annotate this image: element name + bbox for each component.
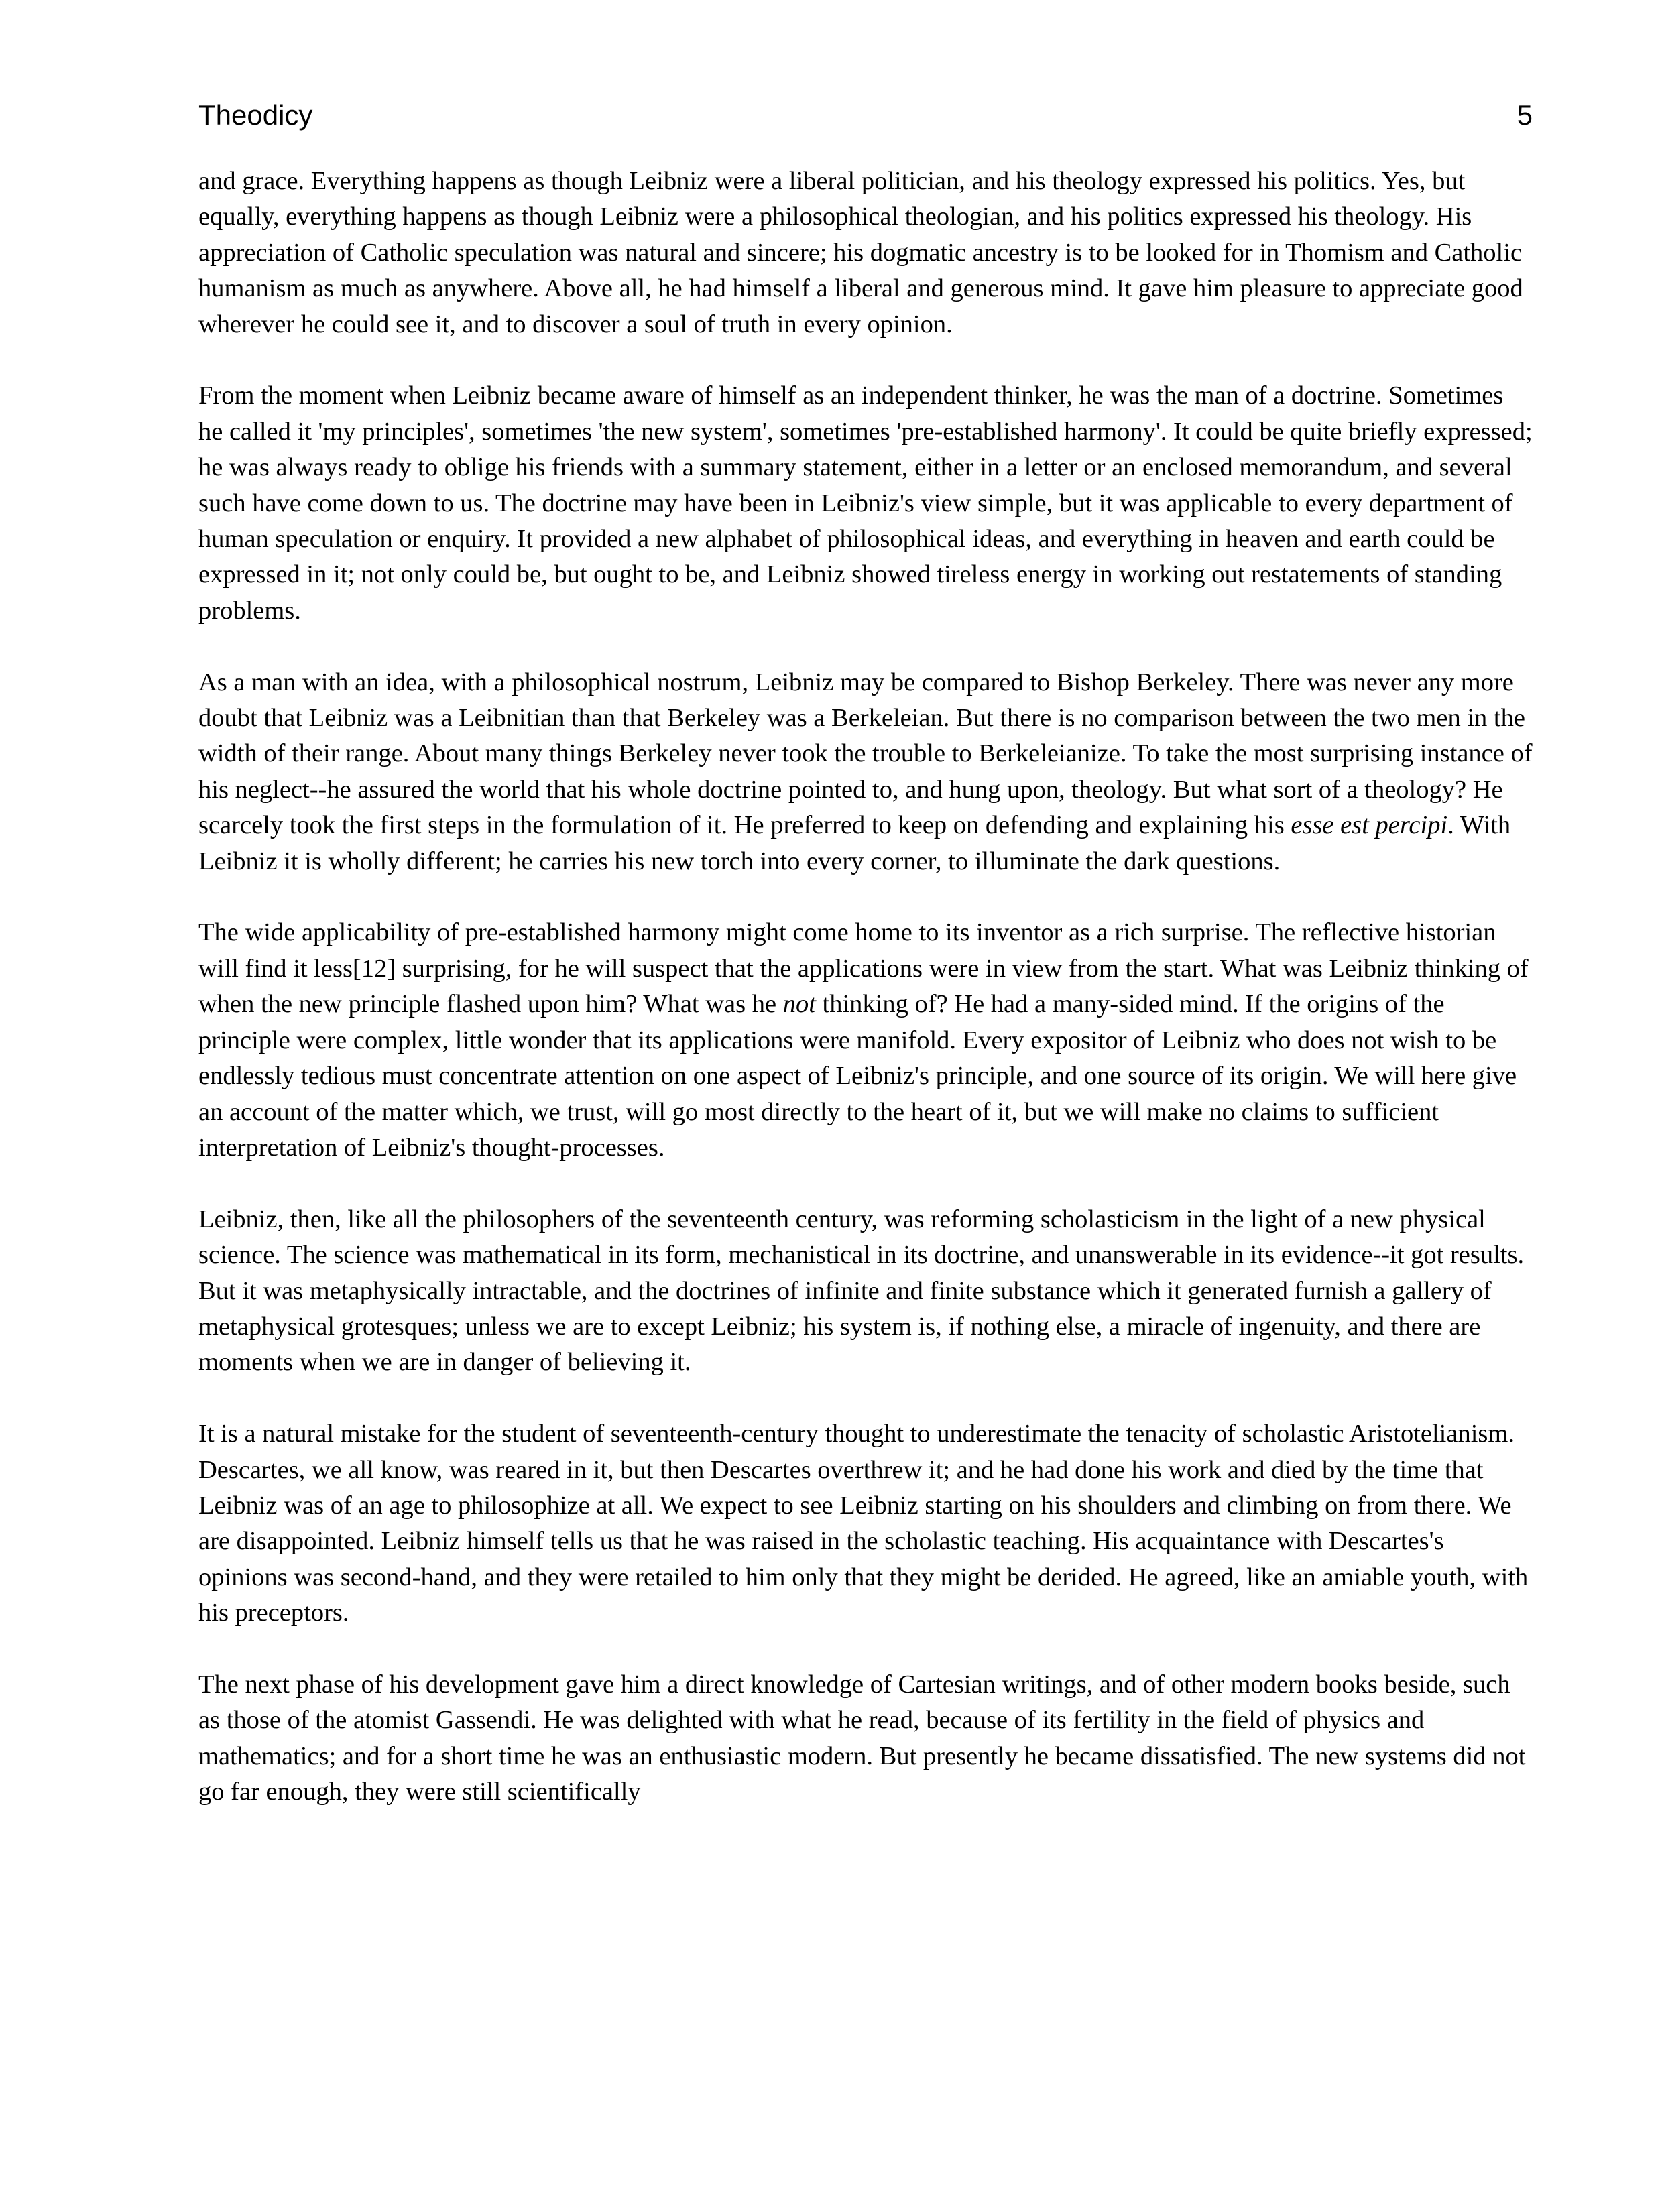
paragraph-3 xyxy=(198,665,1533,879)
paragraph-7: The next phase of his development gave him a direct knowledge of Cartesian writings, and of other modern books beside, such as those of the atomist Gassendi. He was delighted with what he read, because of its fertility in the field of physics and mathematics; and for a short time he was an enthusiastic modern. But presently he became dissatisfied. The new systems did not go far enough, they were still scientifically xyxy=(198,1670,1526,1806)
header-title: Theodicy xyxy=(198,99,313,131)
paragraph-1: and grace. Everything happens as though Leibniz were a liberal politician, and his theology expressed his politics. Yes, but equally, everything happens as though Leibniz were a philosophical theologian, and his politics expressed his theology. His appreciation of Catholic speculation was natural and sincere; his dogmatic ancestry is to be looked for in Thomism and Catholic humanism as much as anywhere. Above all, he had himself a liberal and generous mind. It gave him pleasure to appreciate good wherever he could see it, and to discover a soul of truth in every opinion. xyxy=(198,167,1523,339)
paragraph-4-italic: not xyxy=(782,990,816,1019)
paragraph-3-text-a: As a man with an idea, with a philosophical nostrum, Leibniz may be compared to Bishop Berkeley. There was never any more doubt that Leibniz was a Leibnitian than that Berkeley was a Berkeleian. But there is no comparison between the two men in the width of their range. About many things Berkeley never took the trouble to Berkeleianize. To take the most surprising instance of his neglect--he assured the world that his whole doctrine pointed to, and hung upon, theology. But what sort of a theology? He scarcely took the first steps in the formulation of it. He preferred to keep on defending and explaining his xyxy=(198,668,1533,840)
page-number: 5 xyxy=(1517,99,1533,131)
paragraph-4-text-a: The wide applicability of pre-established harmony might come home to its inventor as a rich surprise. The reflective historian will find it less[12] surprising, for he will suspect that the applications were in view from the start. What was Leibniz thinking of when the new principle flashed upon him? What was he xyxy=(198,918,1529,1019)
paragraph-4 xyxy=(198,915,1533,1166)
paragraph-6: It is a natural mistake for the student of seventeenth-century thought to underestimate the tenacity of scholastic Aristotelianism. Descartes, we all know, was reared in it, but then Descartes overthrew it; and he had done his work and died by the time that Leibniz was of an age to philosophize at all. We expect to see Leibniz starting on his shoulders and climbing on from there. We are disappointed. Leibniz himself tells us that he was raised in the scholastic teaching. His acquaintance with Descartes's opinions was second-hand, and they were retailed to him only that they might be derided. He agreed, like an amiable youth, with his preceptors. xyxy=(198,1420,1529,1627)
body-text xyxy=(198,164,1533,1810)
paragraph-3-text-b: . With Leibniz it is wholly different; he carries his new torch into every corner, to illuminate the dark questions. xyxy=(198,811,1511,875)
paragraph-2: From the moment when Leibniz became aware of himself as an independent thinker, he was the man of a doctrine. Sometimes he called it 'my principles', sometimes 'the new system', sometimes 'pre-established harmony'. It could be quite briefly expressed; he was always ready to oblige his friends with a summary statement, either in a letter or an enclosed memorandum, and several such have come down to us. The doctrine may have been in Leibniz's view simple, but it was applicable to every department of human speculation or enquiry. It provided a new alphabet of philosophical ideas, and everything in heaven and earth could be expressed in it; not only could be, but ought to be, and Leibniz showed tireless energy in working out restatements of standing problems. xyxy=(198,381,1533,625)
paragraph-4-text-b: thinking of? He had a many-sided mind. If the origins of the principle were complex, little wonder that its applications were manifold. Every expositor of Leibniz who does not wish to be endlessly tedious must concentrate attention on one aspect of Leibniz's principle, and one source of its origin. We will here give an account of the matter which, we trust, will go most directly to the heart of it, but we will make no claims to sufficient interpretation of Leibniz's thought-processes. xyxy=(198,990,1517,1162)
paragraph-5: Leibniz, then, like all the philosophers of the seventeenth century, was reforming scholasticism in the light of a new physical science. The science was mathematical in its form, mechanistical in its doctrine, and unanswerable in its evidence--it got results. But it was metaphysically intractable, and the doctrines of infinite and finite substance which it generated furnish a gallery of metaphysical grotesques; unless we are to except Leibniz; his system is, if nothing else, a miracle of ingenuity, and there are moments when we are in danger of believing it. xyxy=(198,1205,1525,1377)
running-header xyxy=(198,99,1533,139)
paragraph-3-italic: esse est percipi xyxy=(1291,811,1448,840)
